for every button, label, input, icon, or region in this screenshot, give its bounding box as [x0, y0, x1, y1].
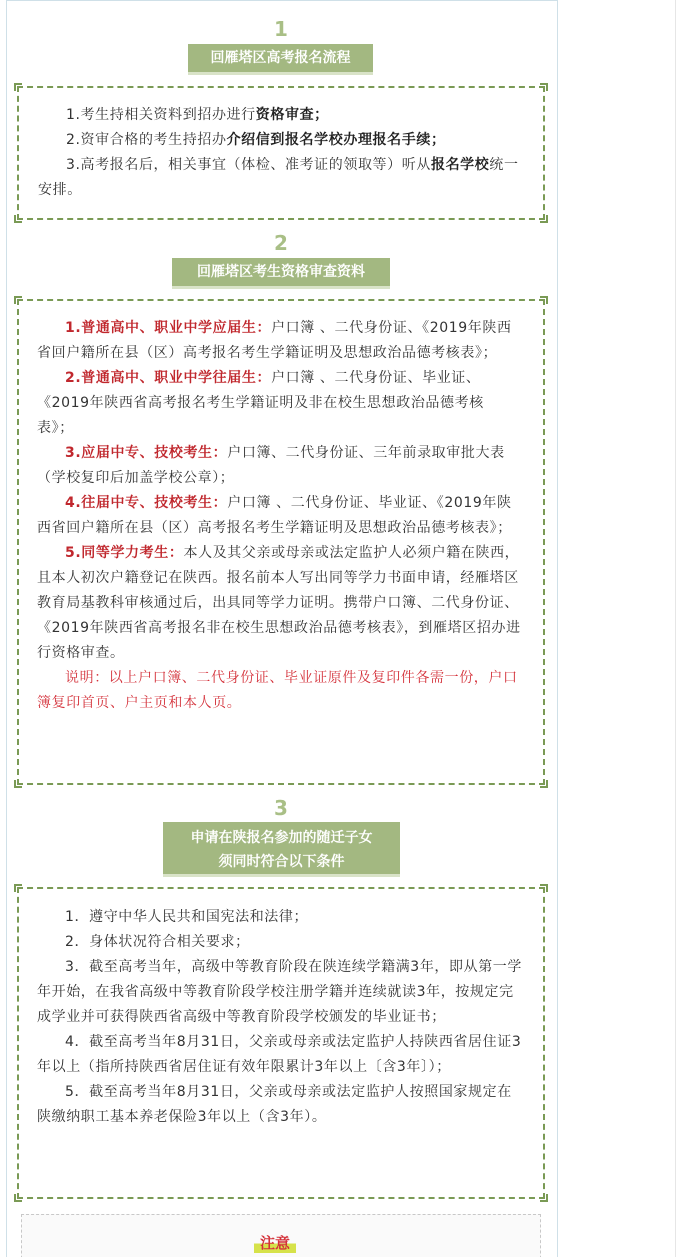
corner-ornament	[540, 83, 548, 91]
section-3-title-line-1: 申请在陕报名参加的随迁子女	[190, 830, 373, 846]
item-text: 2.资审合格的考生持招办	[66, 132, 227, 148]
list-item	[37, 366, 525, 441]
corner-ornament	[540, 1194, 548, 1202]
list-item	[38, 128, 525, 153]
list-item: 5．截至高考当年8月31日，父亲或母亲或法定监护人按照国家规定在陕缴纳职工基本养老保险3年以上（含3年）。	[37, 1084, 512, 1125]
corner-ornament	[14, 215, 22, 223]
item-text: 户口簿、二代身份证、三年前录取审批大表（学校复印后加盖学校公章）；	[37, 445, 505, 486]
section-1-content	[38, 103, 525, 203]
item-text: 本人及其父亲或母亲或法定监护人必须户籍在陕西，且本人初次户籍登记在陕西。报名前本人写出同等学力书面申请，经雁塔区教育局基教科审核通过后，出具同等学力证明。携带户口簿、二代身份证、《2019年陕西省高考报名非在校生思想政治品德考核表》，到雁塔区招办进行资格审查。	[37, 545, 521, 661]
item-label: 4.往届中专、技校考生：	[65, 495, 228, 511]
notice-label: 注意	[254, 1232, 296, 1253]
corner-ornament	[14, 884, 22, 892]
section-3-number: 3	[274, 796, 288, 820]
list-item	[37, 541, 525, 666]
item-text: 3.高考报名后，相关事宜（体检、准考证的领取等）听从	[66, 157, 431, 173]
item-text: 户口簿 、二代身份证、毕业证、《2019年陕西省回户籍所在县（区）高考报名考生学籍证明及思想政治品德考核表》；	[37, 495, 512, 536]
item-text: 户口簿 、二代身份证、《2019年陕西省回户籍所在县（区）高考报名考生学籍证明及思想政治品德考核表》；	[37, 320, 512, 361]
corner-ornament	[540, 215, 548, 223]
corner-ornament	[14, 1194, 22, 1202]
item-text: 1.考生持相关资料到招办进行	[66, 107, 256, 123]
list-item	[38, 153, 525, 203]
item-label: 5.同等学力考生：	[65, 545, 184, 561]
section-2-number: 2	[274, 231, 288, 255]
corner-ornament	[540, 296, 548, 304]
section-2-content	[37, 316, 525, 716]
list-item	[37, 316, 525, 366]
item-label: 1.普通高中、职业中学应届生：	[65, 320, 272, 336]
list-item	[37, 491, 525, 541]
note-text: 说明：以上户口簿、二代身份证、毕业证原件及复印件各需一份，户口簿复印首页、户主页和本人页。	[37, 670, 518, 711]
corner-ornament	[14, 83, 22, 91]
section-2-title	[172, 258, 390, 289]
list-item: 3．截至高考当年，高级中等教育阶段在陕连续学籍满3年，即从第一学年开始，在我省高级中等教育阶段学校注册学籍并连续就读3年，按规定完成学业并可获得陕西省高级中等教育阶段学校颁发的毕业证书；	[37, 959, 523, 1025]
section-3-title	[163, 822, 400, 877]
corner-ornament	[540, 884, 548, 892]
item-bold-text: 资格审查；	[255, 107, 329, 123]
list-item: 2．身体状况符合相关要求；	[65, 934, 250, 950]
section-3-content	[37, 905, 525, 1130]
item-bold-text: 介绍信到报名学校办理报名手续；	[226, 132, 446, 148]
list-item: 1．遵守中华人民共和国宪法和法律；	[65, 909, 309, 925]
section-3-title-line-2: 须同时符合以下条件	[218, 854, 345, 870]
section-2-title-text: 回雁塔区考生资格审查资料	[197, 264, 365, 280]
list-item: 4．截至高考当年8月31日，父亲或母亲或法定监护人持陕西省居住证3年以上（指所持陕西省居住证有效年限累计3年以上〔含3年〕）；	[37, 1034, 522, 1075]
corner-ornament	[14, 296, 22, 304]
item-label: 2.普通高中、职业中学往届生：	[65, 370, 272, 386]
list-item	[38, 103, 525, 128]
right-divider	[675, 0, 676, 1257]
section-1-title	[188, 44, 373, 75]
item-text: 户口簿 、二代身份证、毕业证、《2019年陕西省高考报名考生学籍证明及非在校生思想政治品德考核 表》；	[37, 370, 484, 436]
corner-ornament	[14, 780, 22, 788]
item-label: 3.应届中专、技校考生：	[65, 445, 228, 461]
item-text: 统一安排。	[38, 157, 519, 198]
corner-ornament	[540, 780, 548, 788]
list-item	[37, 441, 525, 491]
item-bold-text: 报名学校	[430, 157, 490, 173]
section-1-title-text: 回雁塔区高考报名流程	[210, 50, 351, 66]
section-1-number: 1	[274, 17, 288, 41]
